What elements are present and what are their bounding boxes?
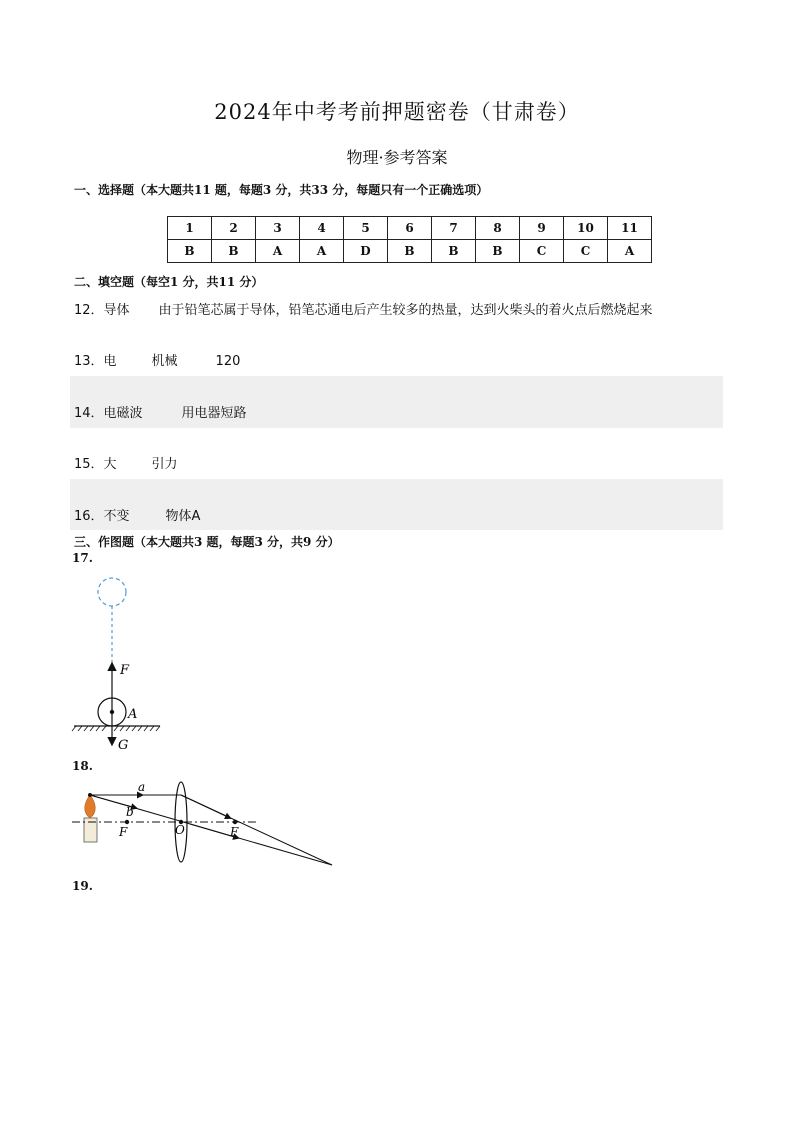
answer-cell: A xyxy=(256,240,300,263)
ray-a-refracted-arrow xyxy=(181,795,230,818)
answer-cell: D xyxy=(344,240,388,263)
question-number-cell: 7 xyxy=(432,217,476,240)
page-title: 2024年中考考前押题密卷（甘肃卷） xyxy=(214,100,580,124)
lens-diagram-18 xyxy=(70,778,340,873)
section-2-heading: 二、填空题（每空1 分，共11 分） xyxy=(74,275,264,289)
answer-blank: 物体A xyxy=(165,509,201,524)
question-number-cell: 2 xyxy=(212,217,256,240)
fill-item-12 xyxy=(74,299,653,318)
question-number-cell: 1 xyxy=(168,217,212,240)
answer-blank: 120 xyxy=(215,354,241,369)
ray-b-label: b xyxy=(126,805,134,819)
shaded-band xyxy=(70,376,723,402)
ground-hatching xyxy=(72,726,160,731)
answer-cell: B xyxy=(168,240,212,263)
force-f-label: F xyxy=(120,663,130,678)
answer-blank: 大 xyxy=(103,457,117,472)
item-number: 16． xyxy=(74,509,104,524)
answer-cell: B xyxy=(432,240,476,263)
ray-a-label: a xyxy=(138,780,146,794)
item-number: 15． xyxy=(74,457,104,472)
question-18-number: 18. xyxy=(72,759,93,773)
force-g-label: G xyxy=(118,738,129,752)
answer-cell: A xyxy=(300,240,344,263)
answer-blank: 导体 xyxy=(103,303,130,318)
answer-cell: A xyxy=(608,240,652,263)
focus-right-point xyxy=(233,820,237,824)
section-1-heading: 一、选择题（本大题共11 题，每题3 分，共33 分，每题只有一个正确选项） xyxy=(74,183,489,197)
fill-item-14 xyxy=(74,402,247,421)
optical-center-label: O xyxy=(175,823,185,837)
answer-table xyxy=(167,216,652,263)
answer-blank: 用电器短路 xyxy=(181,406,247,421)
answer-blank: 电 xyxy=(103,354,117,369)
dashed-ball-outline xyxy=(98,578,126,606)
answer-cell: B xyxy=(212,240,256,263)
answer-blank: 不变 xyxy=(103,509,130,524)
question-number-cell: 6 xyxy=(388,217,432,240)
item-number: 13． xyxy=(74,354,104,369)
answer-cell: B xyxy=(388,240,432,263)
focus-left-point xyxy=(125,820,129,824)
answer-table-number-row xyxy=(168,217,652,240)
question-number-cell: 3 xyxy=(256,217,300,240)
fill-item-16 xyxy=(74,505,200,524)
question-number-cell: 10 xyxy=(564,217,608,240)
answer-blank: 引力 xyxy=(151,457,178,472)
focus-left-label: F xyxy=(119,825,128,839)
answer-cell: C xyxy=(564,240,608,263)
force-diagram-17 xyxy=(66,572,176,752)
answer-table-answer-row xyxy=(168,240,652,263)
question-number-cell: 8 xyxy=(476,217,520,240)
question-number-cell: 5 xyxy=(344,217,388,240)
question-number-cell: 4 xyxy=(300,217,344,240)
shaded-band xyxy=(70,479,723,505)
question-19-number: 19. xyxy=(72,879,93,893)
page-subtitle: 物理·参考答案 xyxy=(346,148,448,167)
section-3-heading: 三、作图题（本大题共3 题，每题3 分，共9 分） xyxy=(74,535,340,549)
item-number: 14． xyxy=(74,406,104,421)
answer-blank: 机械 xyxy=(151,354,178,369)
question-17-number: 17. xyxy=(72,551,93,565)
candle-flame xyxy=(85,795,96,818)
answer-blank: 由于铅笔芯属于导体，铅笔芯通电后产生较多的热量，达到火柴头的着火点后燃烧起来 xyxy=(158,303,653,318)
question-number-cell: 11 xyxy=(608,217,652,240)
answer-cell: B xyxy=(476,240,520,263)
item-number: 12． xyxy=(74,303,104,318)
point-a-label: A xyxy=(128,707,138,722)
answer-cell: C xyxy=(520,240,564,263)
focus-right-label: F xyxy=(230,825,239,839)
fill-item-15 xyxy=(74,453,178,472)
answer-blank: 电磁波 xyxy=(103,406,143,421)
fill-item-13 xyxy=(74,350,240,369)
question-number-cell: 9 xyxy=(520,217,564,240)
